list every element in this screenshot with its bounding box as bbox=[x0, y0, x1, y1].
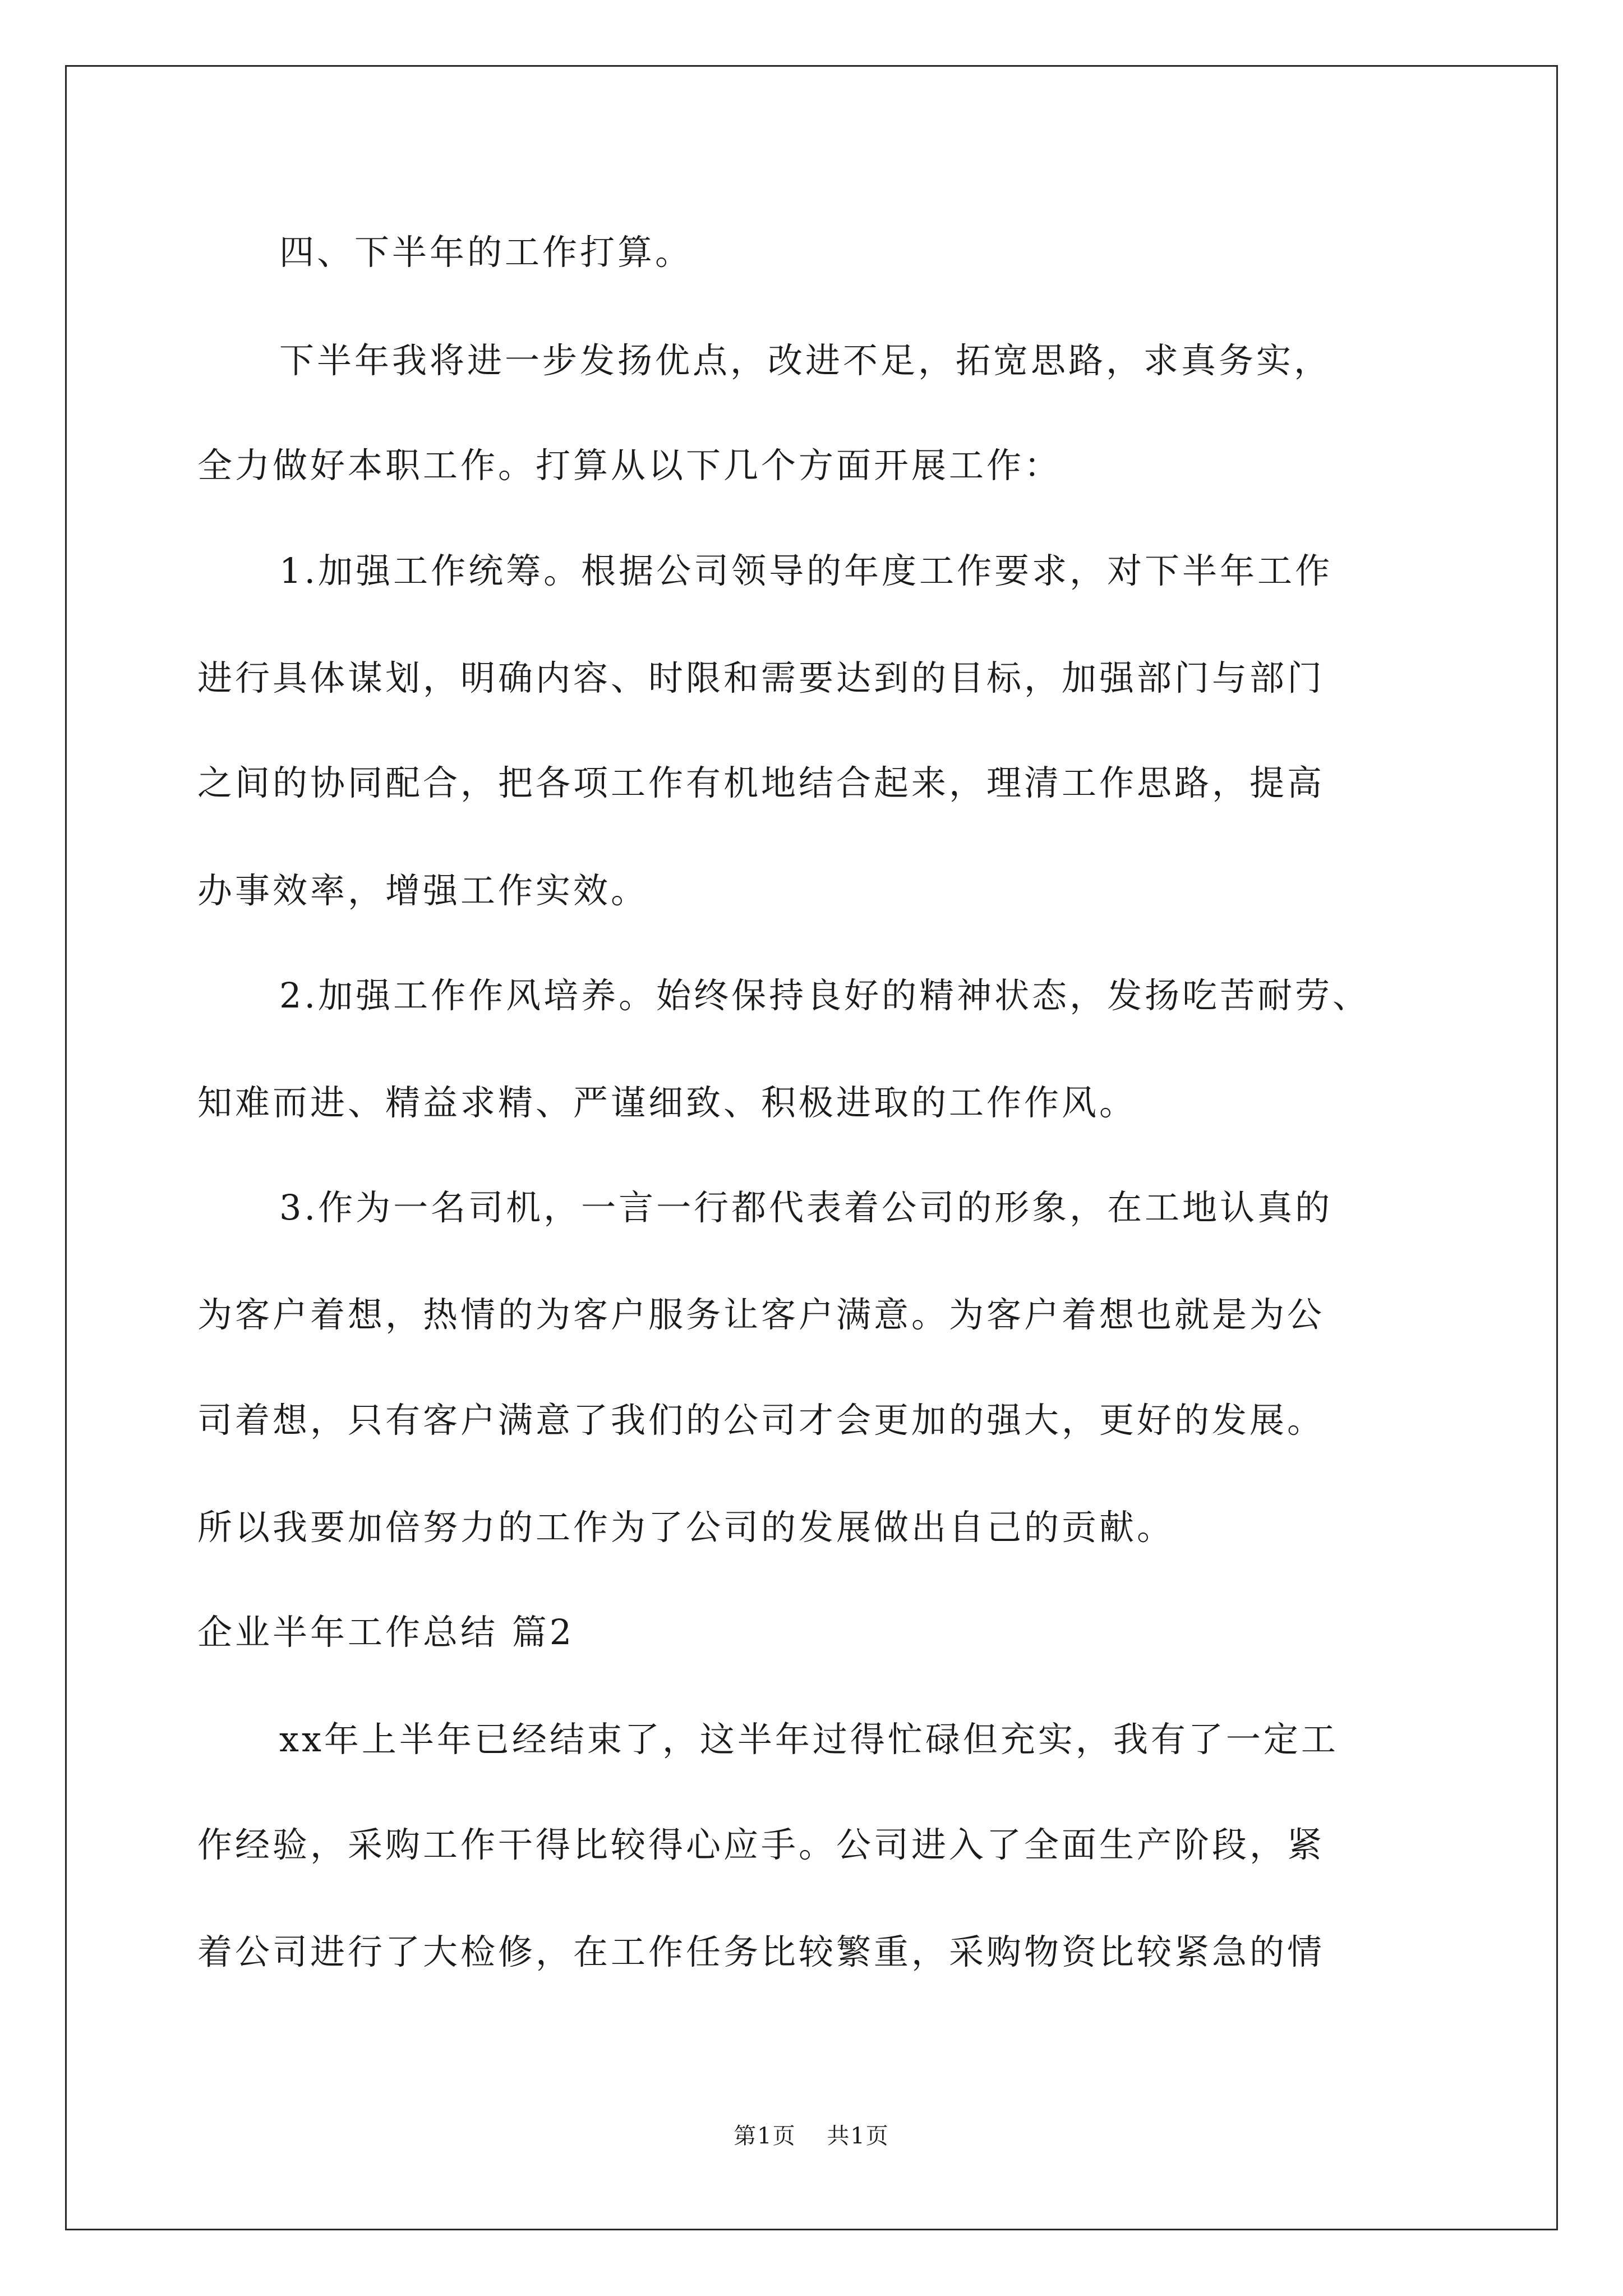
paragraph-line: 司着想，只有客户满意了我们的公司才会更加的强大，更好的发展。 bbox=[197, 1400, 1325, 1441]
page-footer bbox=[0, 2122, 1623, 2150]
paragraph-line: 着公司进行了大检修，在工作任务比较繁重，采购物资比较紧急的情 bbox=[197, 1931, 1325, 1972]
paragraph-line: 2.加强工作作风培养。始终保持良好的精神状态，发扬吃苦耐劳、 bbox=[279, 975, 1371, 1016]
paragraph-line: 3.作为一名司机，一言一行都代表着公司的形象，在工地认真的 bbox=[279, 1187, 1333, 1228]
article-title: 企业半年工作总结 篇2 bbox=[197, 1612, 575, 1653]
paragraph-line: 1.加强工作统筹。根据公司领导的年度工作要求，对下半年工作 bbox=[279, 550, 1333, 591]
paragraph-line: 之间的协同配合，把各项工作有机地结合起来，理清工作思路，提高 bbox=[197, 762, 1325, 803]
paragraph-line: 作经验，采购工作干得比较得心应手。公司进入了全面生产阶段，紧 bbox=[197, 1824, 1325, 1865]
paragraph-line: 办事效率，增强工作实效。 bbox=[197, 870, 649, 911]
paragraph-line: 进行具体谋划，明确内容、时限和需要达到的目标，加强部门与部门 bbox=[197, 657, 1325, 698]
page-number: 第1页 bbox=[734, 2123, 796, 2149]
paragraph-line: 为客户着想，热情的为客户服务让客户满意。为客户着想也就是为公 bbox=[197, 1294, 1325, 1335]
paragraph-line: xx年上半年已经结束了，这半年过得忙碌但充实，我有了一定工 bbox=[279, 1719, 1339, 1760]
page-border bbox=[65, 65, 1558, 2230]
page-total: 共1页 bbox=[827, 2123, 889, 2149]
paragraph-line: 所以我要加倍努力的工作为了公司的发展做出自己的贡献。 bbox=[197, 1507, 1175, 1548]
paragraph-line: 下半年我将进一步发扬优点，改进不足，拓宽思路，求真务实， bbox=[279, 340, 1332, 381]
paragraph-line: 全力做好本职工作。打算从以下几个方面开展工作： bbox=[197, 445, 1062, 486]
paragraph-line: 知难而进、精益求精、严谨细致、积极进取的工作作风。 bbox=[197, 1082, 1137, 1123]
section-heading: 四、下半年的工作打算。 bbox=[279, 232, 693, 273]
